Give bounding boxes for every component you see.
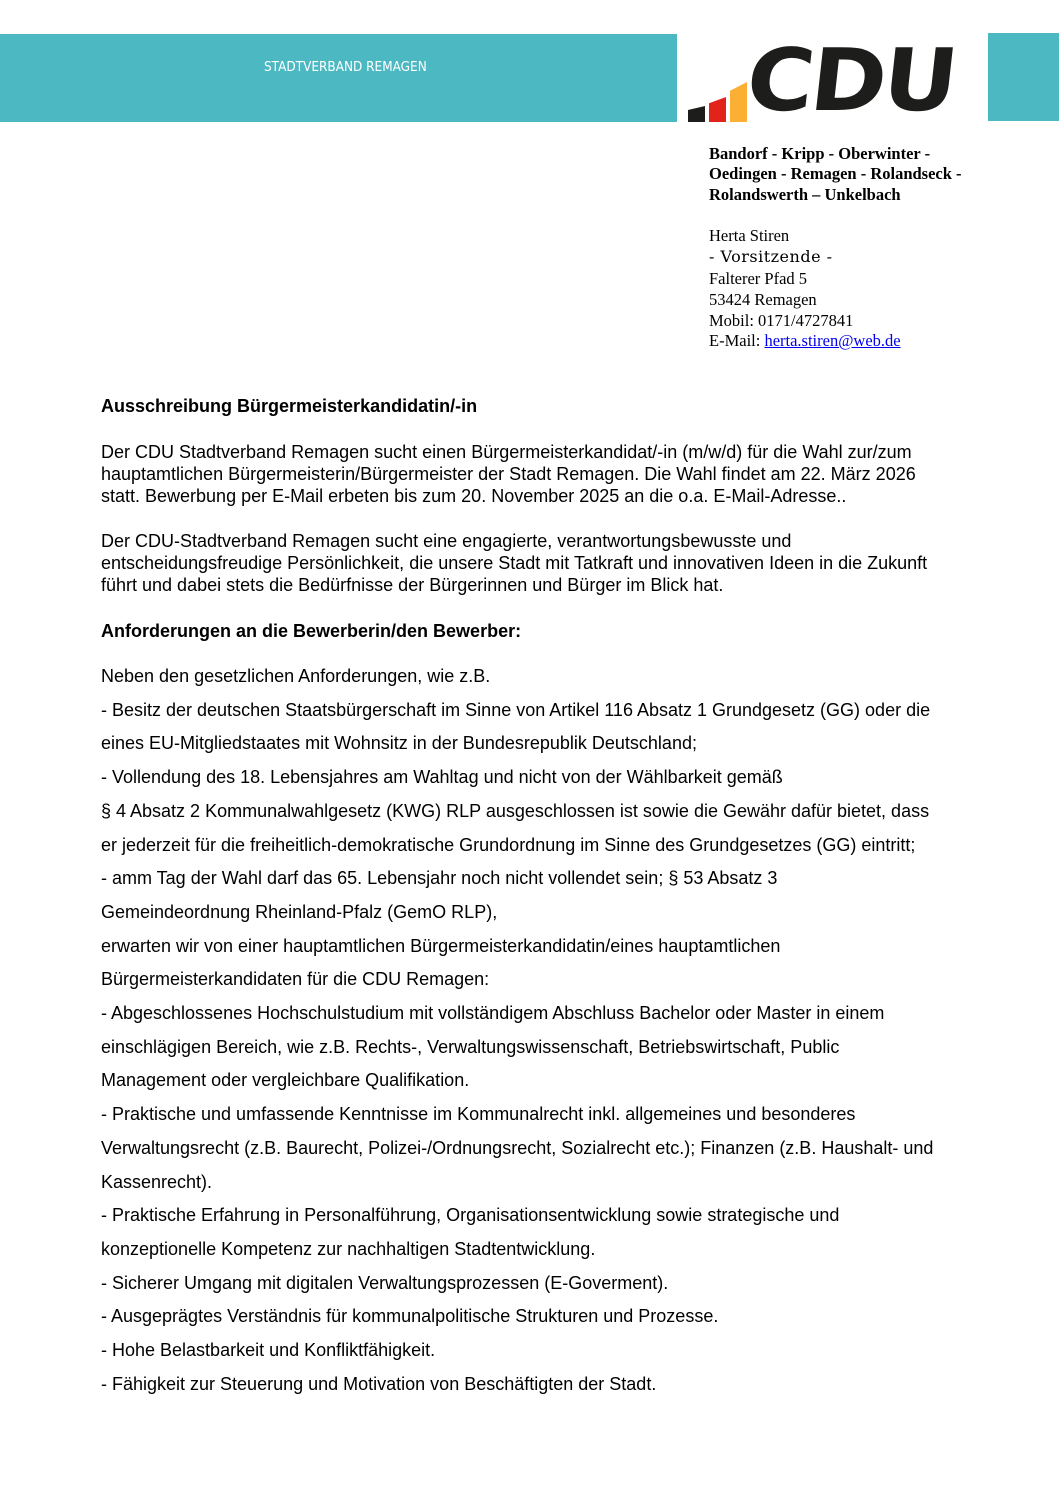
header-banner bbox=[0, 34, 677, 122]
localities-line: Rolandswerth – Unkelbach bbox=[709, 185, 901, 204]
requirement-line: - Sicherer Umgang mit digitalen Verwaltungsprozessen (E-Goverment). bbox=[101, 1272, 669, 1293]
cdu-logo bbox=[686, 31, 976, 131]
header-banner-accent bbox=[988, 33, 1059, 121]
requirement-line: § 4 Absatz 2 Kommunalwahlgesetz (KWG) RLP ausgeschlossen ist sowie die Gewähr dafür bietet, dass bbox=[101, 800, 930, 821]
requirement-line: Verwaltungsrecht (z.B. Baurecht, Polizei-/Ordnungsrecht, Sozialrecht etc.); Finanzen (z.B. Haushalt- und bbox=[101, 1137, 934, 1158]
email-link[interactable]: herta.stiren@web.de bbox=[764, 331, 901, 350]
contact-email-row bbox=[709, 331, 901, 352]
contact-city: 53424 Remagen bbox=[709, 290, 817, 309]
requirement-line: Bürgermeisterkandidaten für die CDU Remagen: bbox=[101, 969, 490, 990]
requirement-line: - Praktische und umfassende Kenntnisse im Kommunalrecht inkl. allgemeines und besonderes bbox=[101, 1104, 856, 1125]
paragraph-line: führt und dabei stets die Bedürfnisse der Bürgerinnen und Bürger im Blick hat. bbox=[101, 575, 724, 595]
localities-line: Oedingen - Remagen - Rolandseck - bbox=[709, 164, 962, 183]
banner-title: STADTVERBAND REMAGEN bbox=[264, 60, 427, 75]
requirements-heading: Anforderungen an die Bewerberin/den Bewerber: bbox=[101, 621, 522, 641]
paragraph-line: entscheidungsfreudige Persönlichkeit, die unsere Stadt mit Tatkraft und innovativen Ideen in die Zukunft bbox=[101, 553, 928, 573]
paragraph-line: hauptamtlichen Bürgermeisterin/Bürgermeister der Stadt Remagen. Die Wahl findet am 22. März 2026 bbox=[101, 464, 916, 484]
contact-role: - Vorsitzende - bbox=[709, 247, 833, 266]
document-title: Ausschreibung Bürgermeisterkandidatin/-in bbox=[101, 396, 478, 416]
logo-wordmark: CDU bbox=[741, 31, 960, 131]
paragraph-line: Der CDU-Stadtverband Remagen sucht eine engagierte, verantwortungsbewusste und bbox=[101, 531, 792, 551]
requirement-line: - Ausgeprägtes Verständnis für kommunalpolitische Strukturen und Prozesse. bbox=[101, 1306, 719, 1327]
requirement-line: Kassenrecht). bbox=[101, 1171, 213, 1192]
requirement-line: Neben den gesetzlichen Anforderungen, wie z.B. bbox=[101, 666, 491, 686]
email-label: E-Mail: bbox=[709, 331, 765, 350]
requirement-line: Management oder vergleichbare Qualifikation. bbox=[101, 1070, 470, 1091]
localities-line: Bandorf - Kripp - Oberwinter - bbox=[709, 144, 931, 163]
requirement-line: - Praktische Erfahrung in Personalführung, Organisationsentwicklung sowie strategische und bbox=[101, 1205, 840, 1226]
requirement-line: - Hohe Belastbarkeit und Konfliktfähigkeit. bbox=[101, 1340, 436, 1360]
contact-street: Falterer Pfad 5 bbox=[709, 269, 808, 288]
requirement-line: - amm Tag der Wahl darf das 65. Lebensjahr noch nicht vollendet sein; § 53 Absatz 3 bbox=[101, 868, 778, 889]
requirement-line: - Fähigkeit zur Steuerung und Motivation von Beschäftigten der Stadt. bbox=[101, 1373, 657, 1394]
requirement-line: er jederzeit für die freiheitlich-demokratische Grundordnung im Sinne des Grundgesetzes (GG) eintritt; bbox=[101, 834, 916, 855]
requirement-line: konzeptionelle Kompetenz zur nachhaltigen Stadtentwicklung. bbox=[101, 1238, 596, 1259]
contact-mobile: Mobil: 0171/4727841 bbox=[709, 311, 854, 330]
requirement-line: einschlägigen Bereich, wie z.B. Rechts-, Verwaltungswissenschaft, Betriebswirtschaft, Public bbox=[101, 1036, 840, 1057]
logo-bar-red-icon bbox=[709, 97, 726, 122]
logo-bar-black-icon bbox=[688, 106, 705, 122]
paragraph-line: statt. Bewerbung per E-Mail erbeten bis zum 20. November 2025 an die o.a. E-Mail-Adresse.. bbox=[101, 486, 847, 506]
requirement-line: erwarten wir von einer hauptamtlichen Bürgermeisterkandidatin/eines hauptamtlichen bbox=[101, 935, 781, 956]
paragraph-line: Der CDU Stadtverband Remagen sucht einen Bürgermeisterkandidat/-in (m/w/d) für die Wahl zur/zum bbox=[101, 442, 912, 462]
requirement-line: - Vollendung des 18. Lebensjahres am Wahltag und nicht von der Wählbarkeit gemäß bbox=[101, 767, 783, 788]
requirement-line: - Besitz der deutschen Staatsbürgerschaft im Sinne von Artikel 116 Absatz 1 Grundgesetz (GG) oder die bbox=[101, 699, 931, 720]
requirement-line: eines EU-Mitgliedstaates mit Wohnsitz in der Bundesrepublik Deutschland; bbox=[101, 733, 697, 754]
requirement-line: - Abgeschlossenes Hochschulstudium mit vollständigem Abschluss Bachelor oder Master in einem bbox=[101, 1003, 885, 1023]
contact-name: Herta Stiren bbox=[709, 226, 790, 245]
requirement-line: Gemeindeordnung Rheinland-Pfalz (GemO RLP), bbox=[101, 901, 498, 922]
